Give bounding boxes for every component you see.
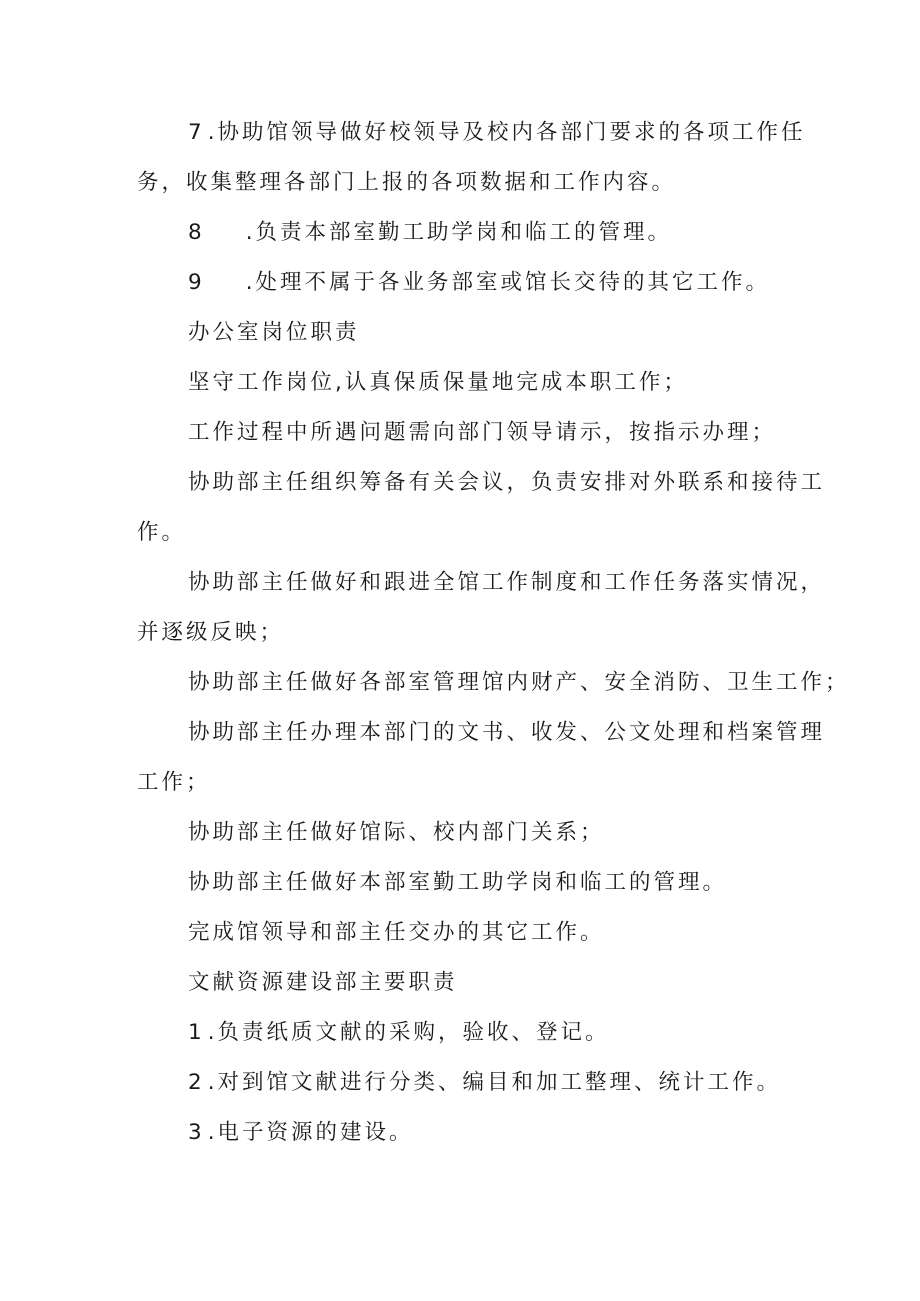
duty-item-line1 bbox=[188, 708, 825, 758]
item-text: 作。 bbox=[137, 520, 187, 545]
duty-item bbox=[188, 908, 605, 958]
item-text: 协助部主任组织筹备有关会议，负责安排对外联系和接待工 bbox=[188, 470, 826, 495]
list-item-7-line1 bbox=[188, 108, 806, 158]
item-number: 2 bbox=[188, 1070, 202, 1095]
item-text: 完成馆领导和部主任交办的其它工作。 bbox=[188, 920, 605, 945]
duty-item bbox=[188, 408, 776, 458]
duty-item-line2 bbox=[137, 758, 211, 808]
item-text: .处理不属于各业务部室或馆长交待的其它工作。 bbox=[245, 270, 771, 295]
list-item-2 bbox=[188, 1058, 781, 1108]
item-text: .对到馆文献进行分类、编目和加工整理、统计工作。 bbox=[207, 1070, 782, 1095]
heading-text: 办公室岗位职责 bbox=[188, 320, 360, 345]
item-text: 工作过程中所遇问题需向部门领导请示，按指示办理； bbox=[188, 420, 777, 445]
item-text: 务，收集整理各部门上报的各项数据和工作内容。 bbox=[137, 170, 677, 195]
duty-item bbox=[188, 658, 850, 708]
list-item-8 bbox=[188, 208, 672, 258]
item-text: .协助馆领导做好校领导及校内各部门要求的各项工作任 bbox=[207, 120, 806, 145]
item-text: 协助部主任做好各部室管理馆内财产、安全消防、卫生工作； bbox=[188, 670, 850, 695]
item-text: 协助部主任做好馆际、校内部门关系； bbox=[188, 820, 605, 845]
item-number: 1 bbox=[188, 1020, 202, 1045]
item-text: 协助部主任做好本部室勤工助学岗和临工的管理。 bbox=[188, 870, 728, 895]
item-text: 协助部主任办理本部门的文书、收发、公文处理和档案管理 bbox=[188, 720, 826, 745]
duty-item bbox=[188, 858, 727, 908]
item-text: .电子资源的建设。 bbox=[207, 1120, 414, 1145]
duty-item-line2 bbox=[137, 508, 186, 558]
list-item-9 bbox=[188, 258, 770, 308]
item-number: 3 bbox=[188, 1120, 202, 1145]
item-text: .负责纸质文献的采购，验收、登记。 bbox=[207, 1020, 610, 1045]
item-text: 并逐级反映； bbox=[137, 620, 285, 645]
list-item-1 bbox=[188, 1008, 610, 1058]
heading-text: 文献资源建设部主要职责 bbox=[188, 970, 458, 995]
section-heading-resources bbox=[188, 958, 458, 1008]
section-heading-office bbox=[188, 308, 360, 358]
item-number: 7 bbox=[188, 120, 202, 145]
item-text: 坚守工作岗位,认真保质保量地完成本职工作； bbox=[188, 370, 688, 395]
item-number: 9 bbox=[188, 270, 202, 295]
item-text: .负责本部室勤工助学岗和临工的管理。 bbox=[245, 220, 673, 245]
duty-item bbox=[188, 808, 605, 858]
duty-item bbox=[188, 358, 688, 408]
list-item-3 bbox=[188, 1108, 414, 1158]
list-item-7-line2 bbox=[137, 158, 676, 208]
item-text: 协助部主任做好和跟进全馆工作制度和工作任务落实情况， bbox=[188, 570, 826, 595]
item-text: 工作； bbox=[137, 770, 211, 795]
duty-item-line1 bbox=[188, 558, 825, 608]
duty-item-line2 bbox=[137, 608, 284, 658]
item-number: 8 bbox=[188, 220, 202, 245]
duty-item-line1 bbox=[188, 458, 825, 508]
